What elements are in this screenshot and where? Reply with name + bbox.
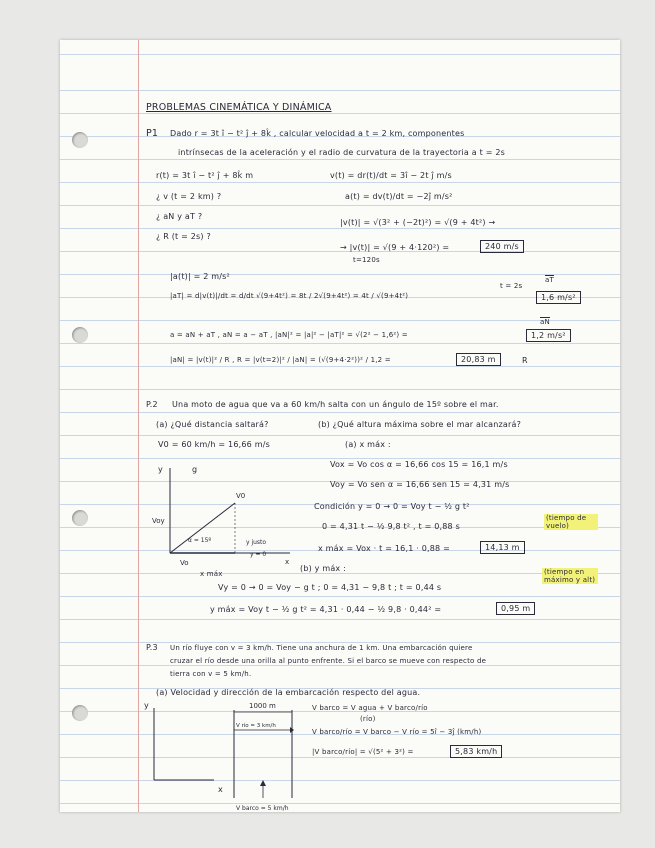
p1-aT-symbol: $\overline{aT}$ (545, 276, 554, 284)
p2-statement: Una moto de agua que va a 60 km/h salta con un ángulo de 15º sobre el mar. (172, 400, 499, 409)
p2-trajectory-diagram (150, 458, 300, 568)
p1-statement-1: Dado r = 3t î − t² ĵ + 8k̂ , calcular velocidad a t = 2 km, componentes (170, 129, 465, 138)
p3-diagram-vboat: V barco = 5 km/h (236, 805, 289, 812)
p3-diagram-width: 1000 m (249, 702, 276, 710)
punch-hole (72, 705, 88, 721)
p1-v-def: v(t) = dr(t)/dt = 3î − 2t ĵ m/s (330, 171, 452, 180)
p3-equation-2: V barco/río = V barco − V río = 5î − 3ĵ (km/h) (312, 728, 482, 736)
p2-note-max-time: (tiempo en máximo y alt) (542, 568, 598, 584)
p2-diagram-vox: Vo (180, 559, 189, 567)
p1-question-2: ¿ aN y aT ? (156, 212, 203, 221)
p2-xmax-equation: x máx = Vox · t = 16,1 · 0,88 = (318, 544, 450, 553)
p1-aN-equation: a = aN + aT , aN = a − aT , |aN|² = |a|² − |aT|² = √(2² − 1,6²) = (170, 331, 408, 339)
p2-diagram-voy: Voy (152, 517, 165, 525)
p3-statement-1: Un río fluye con v = 3 km/h. Tiene una anchura de 1 km. Una embarcación quiere (170, 644, 473, 652)
p1-aT-result: 1,6 m/s² (536, 291, 581, 304)
notebook-page (60, 40, 620, 812)
p1-question-1: ¿ v (t = 2 km) ? (156, 192, 222, 201)
p2-diagram-yjust: y justo (246, 539, 267, 546)
p3-diagram-flow: V río = 3 km/h (236, 723, 276, 729)
p1-R-unit: R (522, 356, 528, 365)
p1-r-def: r(t) = 3t î − t² ĵ + 8k̂ m (156, 171, 254, 180)
p1-v-modulus: |v(t)| = √(3² + (−2t)²) = √(9 + 4t²) → (340, 218, 496, 227)
p1-R-result: 20,83 m (456, 353, 501, 366)
p2-v0: V0 = 60 km/h = 16,66 m/s (158, 440, 270, 449)
p2-ymax-result: 0,95 m (496, 602, 535, 615)
p1-a-modulus: |a(t)| = 2 m/s² (170, 272, 230, 281)
p1-aT-equation: |aT| = d|v(t)|/dt = d/dt √(9+4t²) = 8t / 2√(9+4t²) = 4t / √(9+4t²) (170, 292, 409, 300)
punch-hole (72, 510, 88, 526)
p2-vy-equation: Vy = 0 → 0 = Voy − g t ; 0 = 4,31 − 9,8 t ; t = 0,44 s (218, 583, 442, 592)
p3-part-a: (a) Velocidad y dirección de la embarcación respecto del agua. (156, 688, 421, 697)
p3-diagram-x: x (218, 785, 223, 794)
page-title: PROBLEMAS CINEMÁTICA Y DINÁMICA (146, 102, 332, 113)
p3-boat-arrowhead (260, 780, 266, 786)
p2-vox: Vox = Vo cos α = 16,66 cos 15 = 16,1 m/s (330, 460, 508, 469)
p1-label: P1 (146, 128, 159, 139)
p2-part-a: (a) x máx : (345, 440, 391, 449)
p2-condition: Condición y = 0 → 0 = Voy t − ½ g t² (314, 502, 470, 511)
p1-statement-2: intrínsecas de la aceleración y el radio de curvatura de la trayectoria a t = 2s (178, 148, 505, 157)
p3-statement-2: cruzar el río desde una orilla al punto enfrente. Si el barco se mueve con respecto de (170, 657, 487, 665)
p2-label: P.2 (146, 400, 158, 409)
p2-part-b: (b) y máx : (300, 564, 347, 573)
p3-equation-3: |V barco/río| = √(5² + 3²) = (312, 748, 414, 756)
margin-line (138, 40, 139, 812)
p2-diagram-alpha: α = 15º (188, 537, 212, 544)
p3-equation-1: V barco = V agua + V barco/río (312, 704, 428, 712)
p2-ymax-equation: y máx = Voy t − ½ g t² = 4,31 · 0,44 − ½ 9,8 · 0,44² = (210, 605, 442, 614)
p3-river-diagram (142, 700, 312, 812)
p1-aT-time: t = 2s (500, 282, 523, 290)
p2-diagram-x: x (285, 558, 290, 566)
punch-hole (72, 132, 88, 148)
p3-result: 5,83 km/h (450, 745, 502, 758)
p2-diagram-v0: V0 (236, 492, 246, 500)
punch-hole (72, 327, 88, 343)
p1-v-modulus-2: → |v(t)| = √(9 + 4·120²) = (340, 243, 450, 252)
p3-label: P.3 (146, 643, 158, 652)
p2-diagram-xmax-label: x máx (200, 570, 223, 578)
p1-aN-result: 1,2 m/s² (526, 329, 571, 342)
p2-voy: Voy = Vo sen α = 16,66 sen 15 = 4,31 m/s (330, 480, 510, 489)
p3-equation-1-sub: (río) (360, 715, 376, 723)
p2-note-flight-time: (tiempo de vuelo) (544, 514, 598, 530)
p2-diagram-y0: y = 0 (250, 551, 267, 558)
p3-diagram-y: y (144, 701, 149, 710)
p2-question-b: (b) ¿Qué altura máxima sobre el mar alcanzará? (318, 420, 522, 429)
p1-R-equation: |aN| = |v(t)|² / R , R = |v(t=2)|² / |aN| = (√(9+4·2²))² / 1,2 = (170, 356, 391, 364)
p1-question-3: ¿ R (t = 2s) ? (156, 232, 211, 241)
p2-diagram-g: g (192, 465, 198, 474)
p2-solve-t: 0 = 4,31 t − ½ 9,8 t² , t = 0,88 s (322, 522, 460, 531)
p1-v-result: 240 m/s (480, 240, 524, 253)
p1-v-modulus-sub: t=120s (353, 256, 380, 264)
p3-statement-3: tierra con v = 5 km/h. (170, 670, 252, 678)
p2-question-a: (a) ¿Qué distancia saltará? (156, 420, 269, 429)
p1-a-def: a(t) = dv(t)/dt = −2ĵ m/s² (345, 192, 453, 201)
p2-diagram-y: y (158, 465, 163, 474)
p2-v0-vector (170, 503, 235, 553)
p1-aN-symbol: $\overline{aN}$ (540, 318, 550, 326)
p2-xmax-result: 14,13 m (480, 541, 525, 554)
